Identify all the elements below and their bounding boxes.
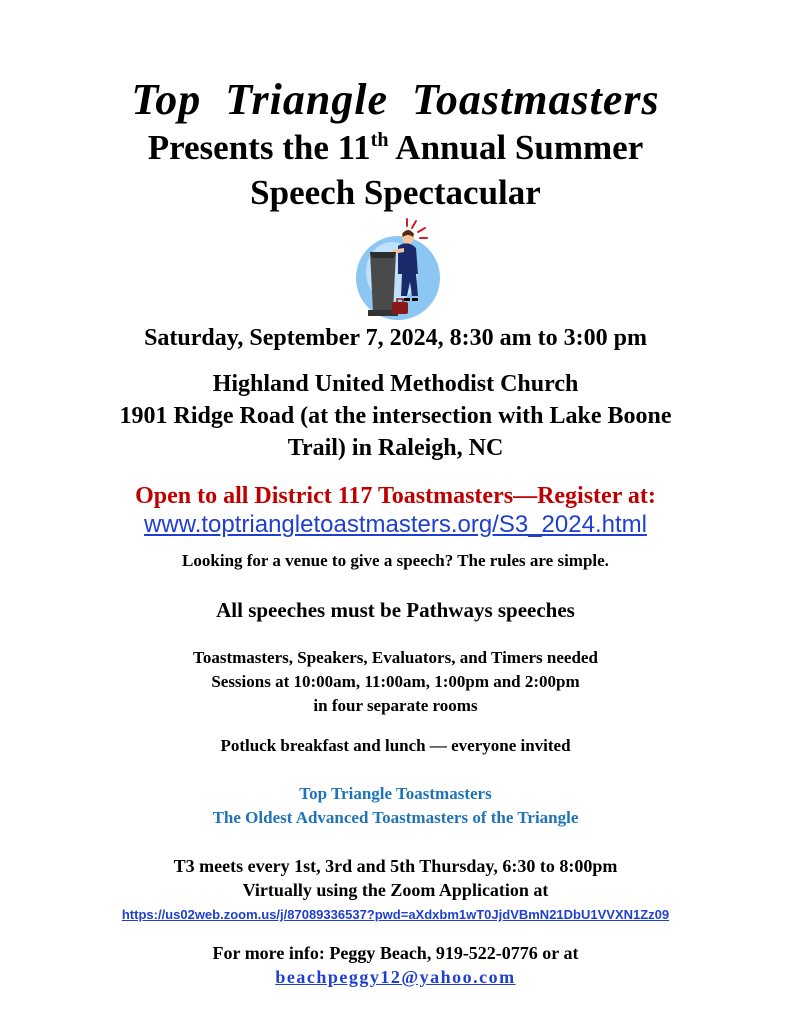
zoom-link[interactable]: https://us02web.zoom.us/j/87089336537?pwd=aXdxbm1wT0JjdVBmN21DbU1VVXN1Zz09: [121, 907, 670, 922]
roles-needed: Toastmasters, Speakers, Evaluators, and Timers needed: [193, 648, 598, 667]
registration-link[interactable]: www.toptriangletoastmasters.org/S3_2024.html: [144, 511, 647, 538]
rooms-note: in four separate rooms: [313, 696, 478, 715]
session-times: Sessions at 10:00am, 11:00am, 1:00pm and 2:00pm: [211, 672, 580, 691]
event-date-time: Saturday, September 7, 2024, 8:30 am to 3:00 pm: [144, 325, 647, 351]
venue-address-line2: Trail) in Raleigh, NC: [287, 435, 504, 461]
pathways-rule: All speeches must be Pathways speeches: [216, 598, 575, 622]
flyer-title: Top Triangle Toastmasters: [131, 75, 660, 124]
venue-question: Looking for a venue to give a speech? The rules are simple.: [182, 551, 609, 570]
presents-line: [0, 126, 791, 170]
speaker-at-podium-icon: [352, 218, 442, 322]
registration-heading: Open to all District 117 Toastmasters—Register at:: [135, 483, 656, 509]
presents-prefix: Presents the 11: [147, 128, 371, 167]
ordinal-suffix: th: [370, 129, 389, 151]
presents-suffix: Annual Summer: [388, 128, 644, 167]
meeting-platform: Virtually using the Zoom Application at: [242, 880, 549, 900]
meeting-schedule: T3 meets every 1st, 3rd and 5th Thursday, 6:30 to 8:00pm: [173, 856, 618, 876]
contact-info: For more info: Peggy Beach, 919-522-0776 or at: [212, 943, 579, 963]
contact-email-link[interactable]: beachpeggy12@yahoo.com: [275, 967, 516, 987]
club-tagline: The Oldest Advanced Toastmasters of the Triangle: [212, 808, 579, 827]
club-name: Top Triangle Toastmasters: [299, 784, 492, 803]
event-name: Speech Spectacular: [250, 173, 541, 212]
potluck-note: Potluck breakfast and lunch — everyone invited: [220, 736, 571, 755]
venue-name: Highland United Methodist Church: [212, 371, 579, 397]
venue-address-line1: 1901 Ridge Road (at the intersection with Lake Boone: [119, 403, 672, 429]
